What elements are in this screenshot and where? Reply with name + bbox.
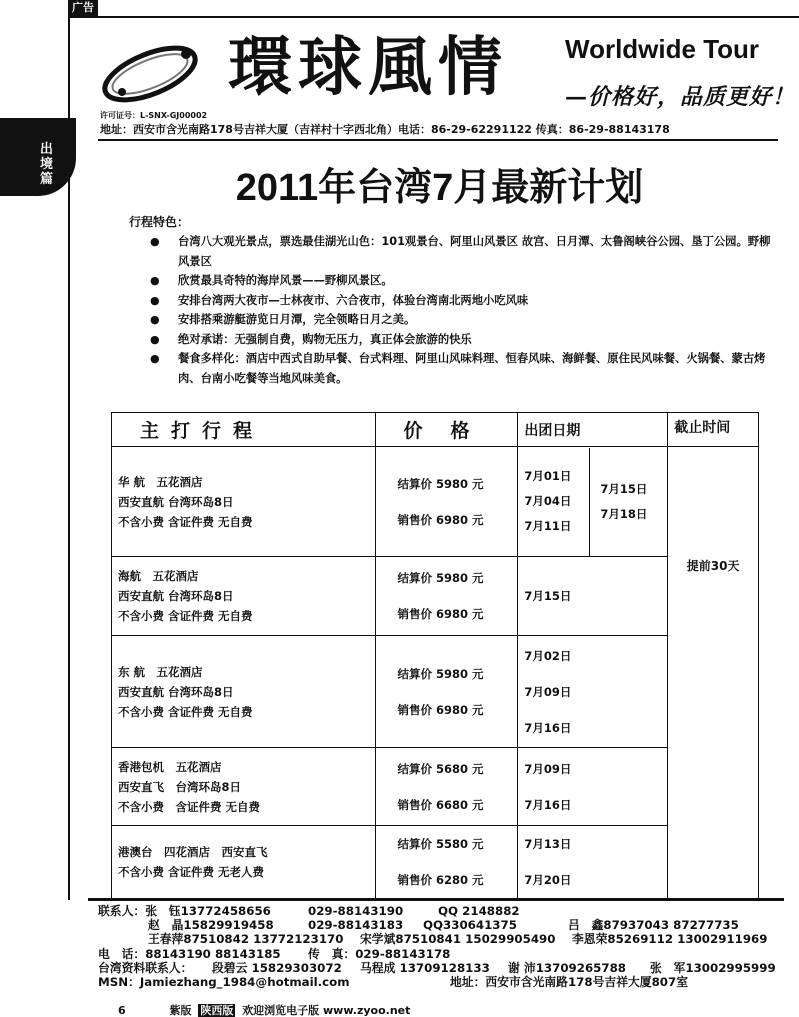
dates-cell: [518, 557, 668, 636]
feature-item: ● 台湾八大观光景点，票选最佳湖光山色：101观景台、阿里山风景区 故宫、日月潭、太鲁阁峡谷公园、垦丁公园。野柳风景区: [150, 232, 780, 271]
price-cell: [375, 447, 518, 557]
features-label: 行程特色：: [129, 215, 190, 229]
feature-item: ● 绝对承诺：无强制自费，购物无压力，真正体会旅游的快乐: [150, 330, 780, 350]
settle-price: 结算价 5680 元: [397, 761, 484, 776]
dates-cell: [518, 636, 668, 748]
header-price: 价格: [375, 413, 518, 447]
date-item: 7月09日: [524, 761, 572, 776]
date-item: 7月18日: [600, 506, 648, 521]
feature-item: ● 欣赏最具奇特的海岸风景——野柳风景区。: [150, 271, 780, 291]
contact-entry: QQ 2148882: [438, 904, 520, 918]
features-list: [150, 232, 780, 388]
ad-tag: 广告: [68, 0, 98, 16]
contact-entry: QQ330641375: [423, 918, 517, 933]
route-cell: [112, 636, 376, 748]
contact-entry: 王春萍87510842 13772123170: [148, 932, 344, 947]
page-footer: [118, 1002, 410, 1017]
contact-entry: 李恩荣85269112 13002911969: [572, 932, 768, 947]
header-divider: [98, 139, 778, 141]
route-line: 不含小费 含证件费 无自费: [118, 514, 253, 529]
table-row: [112, 557, 759, 636]
dates-cell: [518, 748, 668, 826]
sale-price: 销售价 6680 元: [397, 797, 484, 812]
side-tab-char: 篇: [40, 172, 54, 187]
side-tab-outbound: [0, 118, 76, 196]
table-row: [112, 826, 759, 899]
brand-name-en: Worldwide Tour: [565, 34, 760, 64]
route-line: 华 航 五花酒店: [118, 474, 203, 489]
table-row: [112, 447, 759, 557]
slogan: —价格好，品质更好！: [565, 84, 796, 110]
contact-entry: 马程成 13709128133: [360, 960, 490, 975]
header-address: 地址：西安市含光南路178号吉祥大厦（吉祥村十字西北角）电话：86-29-62291122 传真：86-29-88143178: [100, 123, 670, 136]
table-header-row: [112, 413, 759, 447]
contacts-divider: [88, 898, 784, 901]
date-item: 7月20日: [524, 873, 572, 887]
route-line: 不含小费 含证件费 无自费: [118, 704, 253, 719]
dates-col-b: [590, 448, 647, 556]
date-item: 7月13日: [524, 837, 572, 851]
page-number: 6: [118, 1004, 126, 1017]
contact-entry: 宋学斌87510841 15029905490: [360, 932, 556, 947]
deadline-cell: [668, 447, 759, 899]
dates-cell: [518, 826, 668, 899]
feature-item: ● 安排台湾两大夜市—士林夜市、六合夜市，体验台湾南北两地小吃风味: [150, 291, 780, 311]
brand-name-cn: 環球風情: [228, 30, 508, 105]
route-cell: [112, 557, 376, 636]
deadline-value: 提前30天: [686, 559, 740, 573]
sale-price: 销售价 6980 元: [397, 702, 484, 717]
date-item: 7月15日: [600, 481, 648, 496]
side-tab-char: 境: [40, 157, 54, 172]
contact-entry: 029-88143190: [308, 904, 404, 918]
date-item: 7月09日: [524, 684, 572, 699]
feature-item: ● 安排搭乘游艇游览日月潭，完全领略日月之美。: [150, 310, 780, 330]
contact-entry: 谢 沛13709265788: [508, 960, 626, 975]
price-cell: [375, 636, 518, 748]
contact-entry: 029-88143183: [308, 918, 404, 933]
top-border: [68, 16, 799, 18]
date-item: 7月02日: [524, 648, 572, 663]
route-line: 东 航 五花酒店: [118, 664, 203, 679]
route-cell: [112, 447, 376, 557]
route-line: 西安直飞 台湾环岛8日: [118, 779, 242, 794]
route-cell: [112, 748, 376, 826]
edition-box: 陕西版: [200, 1004, 234, 1017]
route-line: 西安直航 台湾环岛8日: [118, 494, 234, 509]
contact-entry: 电 话：88143190 88143185: [98, 946, 281, 961]
date-item: 7月11日: [524, 519, 572, 533]
settle-price: 结算价 5580 元: [397, 837, 484, 851]
contact-entry: 吕 鑫87937043 87277735: [568, 918, 739, 933]
header-route: 主打行程: [112, 413, 376, 447]
route-line: 海航 五花酒店: [118, 569, 199, 583]
contact-entry: 段碧云 15829303072: [212, 960, 342, 975]
contact-msn: MSN：Jamiezhang_1984@hotmail.com: [98, 974, 350, 989]
footer-text: 欢迎浏览电子版 www.zyoo.net: [242, 1004, 411, 1017]
side-tab-char: 出: [40, 142, 54, 157]
settle-price: 结算价 5980 元: [397, 666, 484, 681]
dates-cell: [518, 447, 668, 557]
sale-price: 销售价 6980 元: [397, 512, 484, 527]
table-row: [112, 748, 759, 826]
contact-entry: 台湾资料联系人：: [98, 960, 193, 975]
date-item: 7月15日: [524, 588, 572, 603]
contact-entry: 赵 晶15829919458: [148, 918, 274, 933]
route-line: 不含小费 含证件费 无自费: [118, 799, 261, 814]
license-number: 许可证号：L-SNX-GJ00002: [100, 111, 208, 120]
globe-logo-icon: [98, 40, 218, 104]
contact-entry: 联系人：张 钰13772458656: [98, 904, 271, 918]
edition-label: 紫版: [169, 1004, 192, 1017]
sale-price: 销售价 6280 元: [397, 873, 484, 887]
price-cell: [375, 748, 518, 826]
price-cell: [375, 557, 518, 636]
dates-col-a: [518, 448, 590, 556]
feature-item: ● 餐食多样化：酒店中西式自助早餐、台式料理、阿里山风味料理、恒春风味、海鲜餐、原住民风味餐、火锅餐、蒙古烤肉、台南小吃餐等当地风味美食。: [150, 349, 780, 388]
header-dates: 出团日期: [518, 413, 668, 447]
price-cell: [375, 826, 518, 899]
route-cell: [112, 826, 376, 899]
date-item: 7月16日: [524, 720, 572, 735]
date-item: 7月16日: [524, 797, 572, 812]
route-line: 港澳台 四花酒店 西安直飞: [118, 845, 268, 859]
route-line: 西安直航 台湾环岛8日: [118, 589, 234, 603]
contact-address: 地址：西安市含光南路178号吉祥大厦807室: [450, 974, 689, 989]
contact-entry: 张 军13002995999: [650, 960, 776, 975]
page-title: 2011年台湾7月最新计划: [235, 167, 644, 209]
route-line: 香港包机 五花酒店: [118, 759, 222, 774]
table-row: [112, 636, 759, 748]
settle-price: 结算价 5980 元: [397, 571, 484, 585]
tour-table: [111, 412, 759, 899]
route-line: 不含小费 含证件费 无自费: [118, 609, 253, 623]
header-deadline: 截止时间: [668, 413, 759, 447]
date-item: 7月01日: [524, 469, 572, 483]
route-line: 西安直航 台湾环岛8日: [118, 684, 234, 699]
contact-entry: 传 真：029-88143178: [308, 946, 451, 961]
sale-price: 销售价 6980 元: [397, 607, 484, 621]
date-item: 7月04日: [524, 494, 572, 508]
route-line: 不含小费 含证件费 无老人费: [118, 865, 265, 879]
settle-price: 结算价 5980 元: [397, 476, 484, 491]
